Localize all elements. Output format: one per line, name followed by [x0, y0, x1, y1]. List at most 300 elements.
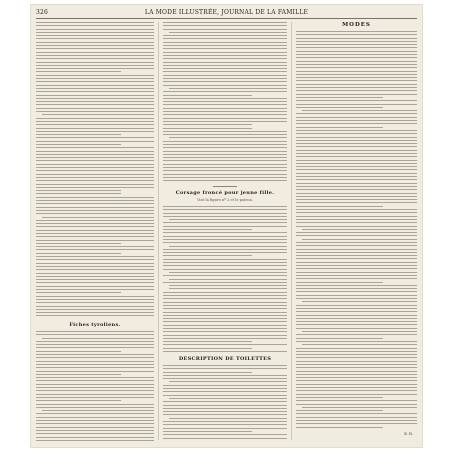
text-line [163, 124, 252, 125]
text-line [163, 434, 287, 435]
text-line [296, 334, 417, 335]
text-line [296, 67, 417, 68]
text-line [296, 54, 417, 55]
text-line [36, 387, 154, 388]
text-line [302, 331, 417, 332]
text-line [36, 417, 154, 418]
text-line [169, 137, 287, 138]
text-line [163, 368, 287, 369]
text-line [163, 411, 287, 412]
text-line [36, 25, 154, 26]
text-line [296, 367, 417, 368]
text-line [163, 282, 287, 283]
text-line [36, 266, 154, 267]
header-rule [36, 18, 417, 19]
text-line [36, 71, 121, 72]
text-line [36, 226, 154, 227]
text-line [36, 68, 154, 69]
text-line [296, 100, 417, 101]
text-line [163, 177, 287, 178]
text-line [163, 209, 287, 210]
text-line [296, 249, 417, 250]
text-line [36, 312, 154, 313]
text-line [36, 164, 154, 165]
column-left [36, 22, 154, 442]
text-line [163, 331, 287, 332]
text-line [163, 375, 287, 376]
text-line [36, 334, 154, 335]
text-line [169, 272, 287, 273]
text-line [36, 344, 154, 345]
text-line [163, 298, 287, 299]
text-line [42, 217, 154, 218]
text-line [296, 173, 417, 174]
text-line [163, 62, 287, 63]
text-line [296, 57, 417, 58]
text-line [296, 212, 417, 213]
text-line [36, 309, 154, 310]
text-line [163, 131, 287, 132]
text-line [36, 374, 121, 375]
text-line [36, 364, 154, 365]
text-line [36, 269, 154, 270]
text-line [296, 196, 417, 197]
text-line [163, 414, 287, 415]
text-line [163, 344, 287, 345]
text-line [296, 226, 417, 227]
text-line [296, 61, 417, 62]
text-line [36, 88, 154, 89]
body-text [163, 365, 287, 441]
column-right [296, 22, 417, 442]
text-line [42, 114, 154, 115]
text-line [36, 354, 154, 355]
text-line [296, 206, 383, 207]
text-line [163, 222, 287, 223]
text-line [36, 108, 154, 109]
text-line [36, 259, 154, 260]
text-line [296, 104, 417, 105]
text-line [163, 144, 287, 145]
text-line [163, 372, 252, 373]
text-line [296, 179, 417, 180]
text-line [36, 404, 154, 405]
text-line [36, 131, 154, 132]
text-line [36, 384, 154, 385]
text-line [163, 180, 287, 181]
text-line [296, 189, 417, 190]
text-line [296, 305, 417, 306]
section-rule [213, 186, 238, 187]
text-line [296, 338, 383, 339]
text-line [296, 80, 417, 81]
text-line [163, 48, 287, 49]
text-line [296, 160, 417, 161]
text-line [163, 318, 287, 319]
text-line [36, 351, 121, 352]
text-line [163, 302, 287, 303]
text-line [163, 312, 287, 313]
text-line [36, 230, 154, 231]
text-line [163, 428, 287, 429]
text-line [296, 255, 417, 256]
page-number: 326 [36, 9, 49, 16]
text-line [163, 275, 287, 276]
text-line [163, 104, 287, 105]
text-line [36, 78, 154, 79]
text-line [296, 156, 417, 157]
text-line [163, 325, 287, 326]
text-line [163, 128, 252, 129]
text-line [36, 210, 154, 211]
text-line [163, 95, 252, 96]
text-line [163, 42, 287, 43]
text-line [36, 256, 154, 257]
text-line [163, 335, 287, 336]
text-line [296, 38, 417, 39]
text-line [163, 229, 252, 230]
text-line [296, 146, 417, 147]
text-line [163, 401, 287, 402]
text-line [36, 236, 154, 237]
text-line [296, 120, 417, 121]
text-line [163, 328, 287, 329]
text-line [36, 29, 154, 30]
text-line [36, 273, 154, 274]
text-line [36, 137, 154, 138]
text-line [163, 351, 287, 352]
text-line [296, 374, 417, 375]
text-line [169, 32, 287, 33]
text-line [169, 279, 287, 280]
text-line [296, 31, 417, 32]
text-line [163, 45, 287, 46]
text-line [36, 157, 154, 158]
text-line [163, 315, 287, 316]
text-line [36, 45, 154, 46]
text-line [163, 121, 287, 122]
signature: E. R. [404, 432, 413, 436]
text-line [302, 229, 417, 230]
text-line [36, 289, 154, 290]
text-line [36, 121, 154, 122]
text-line [296, 209, 417, 210]
text-line [163, 262, 287, 263]
text-line [163, 431, 252, 432]
text-line [296, 387, 417, 388]
text-line [163, 25, 287, 26]
text-line [36, 147, 154, 148]
text-line [296, 97, 383, 98]
text-line [36, 180, 154, 181]
text-line [36, 420, 154, 421]
text-line [296, 163, 417, 164]
text-line [163, 170, 287, 171]
text-line [163, 216, 287, 217]
text-line [163, 22, 287, 23]
text-line [163, 341, 252, 342]
text-line [296, 328, 417, 329]
text-line [296, 311, 417, 312]
text-line [163, 438, 287, 439]
text-line [36, 104, 154, 105]
text-line [163, 265, 287, 266]
text-line [296, 183, 417, 184]
body-text [163, 22, 287, 182]
text-line [163, 75, 287, 76]
text-line [169, 246, 287, 247]
text-line [36, 32, 154, 33]
text-line [296, 282, 383, 283]
body-text [163, 206, 287, 354]
text-line [296, 130, 417, 131]
text-line [296, 193, 417, 194]
text-line [163, 118, 287, 119]
text-line [36, 220, 154, 221]
text-line [163, 174, 287, 175]
text-line [36, 341, 154, 342]
text-line [163, 395, 287, 396]
text-line [163, 421, 287, 422]
text-line [36, 62, 154, 63]
text-line [36, 437, 154, 438]
text-line [296, 394, 417, 395]
text-line [36, 101, 154, 102]
text-line [36, 246, 154, 247]
text-line [163, 78, 287, 79]
text-line [163, 81, 287, 82]
text-line [36, 380, 154, 381]
text-line [36, 240, 154, 241]
text-line [296, 232, 417, 233]
text-line [296, 166, 417, 167]
text-line [36, 144, 121, 145]
text-line [163, 68, 287, 69]
text-line [163, 365, 287, 366]
text-line [36, 377, 154, 378]
text-line [36, 397, 154, 398]
text-line [296, 245, 417, 246]
text-line [36, 81, 154, 82]
column-divider [158, 22, 159, 440]
section-heading: Corsage froncé pour jeune fille. [175, 190, 275, 196]
text-line [36, 433, 154, 434]
text-line [36, 48, 154, 49]
text-line [36, 213, 154, 214]
text-line [36, 91, 154, 92]
text-line [296, 324, 417, 325]
text-line [163, 157, 287, 158]
text-line [296, 413, 417, 414]
text-line [42, 410, 154, 411]
text-line [296, 308, 417, 309]
text-line [296, 423, 417, 424]
text-line [296, 357, 417, 358]
section-heading: Fiches tyroliens. [69, 322, 121, 328]
text-line [36, 200, 154, 201]
text-line [296, 47, 417, 48]
text-line [36, 197, 154, 198]
text-line [296, 34, 417, 35]
text-line [163, 255, 252, 256]
text-line [302, 344, 417, 345]
text-line [36, 430, 154, 431]
text-line [36, 423, 154, 424]
text-line [296, 371, 417, 372]
text-line [302, 301, 417, 302]
text-line [296, 348, 417, 349]
text-line [36, 292, 121, 293]
text-line [36, 243, 121, 244]
text-line [296, 202, 417, 203]
text-line [163, 338, 287, 339]
text-line [36, 296, 154, 297]
text-line [163, 65, 287, 66]
text-line [296, 298, 417, 299]
text-line [296, 265, 417, 266]
text-line [36, 95, 154, 96]
text-line [36, 203, 154, 204]
text-line [296, 417, 417, 418]
text-line [296, 71, 417, 72]
section-heading: MODES [342, 22, 371, 28]
text-line [296, 242, 417, 243]
text-line [296, 90, 417, 91]
text-line [163, 259, 287, 260]
text-line [163, 242, 287, 243]
text-line [163, 249, 287, 250]
text-line [296, 169, 417, 170]
text-line [163, 252, 287, 253]
text-line [296, 258, 417, 259]
text-line [296, 137, 417, 138]
text-line [36, 141, 154, 142]
text-line [296, 77, 417, 78]
text-line [163, 38, 287, 39]
text-line [163, 108, 287, 109]
text-line [36, 75, 154, 76]
text-line [163, 305, 287, 306]
section-subline: Voir la figure nº 2 et le patron. [197, 198, 253, 202]
text-line [296, 377, 417, 378]
text-line [163, 348, 252, 349]
text-line [296, 397, 383, 398]
text-line [169, 381, 287, 382]
text-line [163, 154, 287, 155]
text-line [163, 111, 287, 112]
running-head [36, 9, 417, 18]
text-line [36, 299, 154, 300]
text-line [36, 357, 154, 358]
text-line [163, 232, 287, 233]
text-line [36, 38, 154, 39]
text-line [163, 134, 287, 135]
text-line [36, 306, 154, 307]
text-line [36, 286, 154, 287]
text-line [169, 418, 287, 419]
journal-title: LA MODE ILLUSTRÉE, JOURNAL DE LA FAMILLE [144, 9, 309, 16]
text-line [36, 193, 121, 194]
text-line [296, 384, 417, 385]
text-line [163, 308, 287, 309]
text-line [36, 440, 154, 441]
text-line [296, 262, 417, 263]
text-line [36, 233, 154, 234]
text-line [169, 288, 287, 289]
text-line [36, 58, 154, 59]
text-line [163, 151, 287, 152]
text-line [296, 113, 417, 114]
text-line [36, 22, 154, 23]
text-line [163, 101, 287, 102]
text-line [302, 239, 417, 240]
body-text [36, 22, 154, 318]
text-line [296, 150, 417, 151]
text-line [36, 390, 154, 391]
text-line [169, 398, 287, 399]
text-line [296, 354, 417, 355]
text-line [163, 91, 287, 92]
text-line [163, 85, 287, 86]
text-line [36, 174, 154, 175]
text-line [163, 160, 287, 161]
text-line [163, 321, 287, 322]
text-line [296, 44, 417, 45]
text-line [163, 147, 287, 148]
text-line [296, 420, 417, 421]
text-line [296, 278, 417, 279]
text-line [296, 380, 417, 381]
text-line [36, 42, 154, 43]
text-line [296, 199, 417, 200]
text-line [296, 153, 417, 154]
text-line [296, 427, 383, 428]
text-line [36, 367, 154, 368]
text-line [296, 341, 417, 342]
text-line [36, 427, 154, 428]
text-line [36, 282, 154, 283]
text-line [296, 410, 383, 411]
text-line [296, 291, 417, 292]
text-line [296, 222, 417, 223]
text-line [36, 315, 154, 316]
text-line [36, 151, 154, 152]
text-line [36, 347, 154, 348]
text-line [296, 390, 417, 391]
text-line [163, 385, 287, 386]
text-line [36, 55, 154, 56]
text-line [36, 223, 154, 224]
text-line [296, 272, 417, 273]
text-line [163, 29, 287, 30]
text-line [296, 321, 417, 322]
column-divider [291, 22, 292, 440]
text-line [36, 279, 154, 280]
text-line [296, 51, 417, 52]
text-line [36, 134, 121, 135]
text-line [36, 302, 154, 303]
text-line [36, 413, 154, 414]
text-line [296, 107, 383, 108]
text-line [36, 400, 121, 401]
text-line [296, 41, 417, 42]
text-line [163, 295, 287, 296]
text-line [36, 98, 154, 99]
text-line [163, 378, 287, 379]
text-line [296, 123, 417, 124]
text-line [296, 361, 417, 362]
text-line [163, 141, 287, 142]
